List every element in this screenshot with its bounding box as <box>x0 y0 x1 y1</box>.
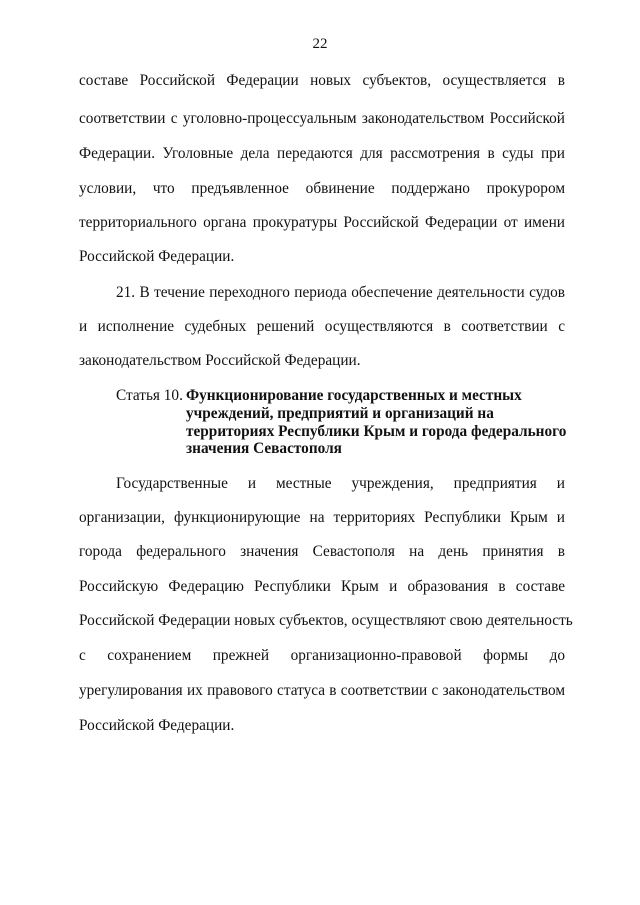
paragraph-line: соответствии с уголовно-процессуальным законодательством Российской <box>79 110 565 127</box>
article-title-line: Функционирование государственных и местных <box>186 387 522 404</box>
paragraph-line: города федерального значения Севастополя на день принятия в <box>79 543 565 560</box>
paragraph-line: организации, функционирующие на территориях Республики Крым и <box>79 509 565 526</box>
article-label: Статья 10. <box>116 387 183 404</box>
paragraph-line: Федерации. Уголовные дела передаются для рассмотрения в суды при <box>79 145 565 162</box>
paragraph-line: Российской Федерации. <box>79 248 235 265</box>
paragraph-line: урегулирования их правового статуса в соответствии с законодательством <box>79 682 565 699</box>
paragraph-line: и исполнение судебных решений осуществляются в соответствии с <box>79 318 565 335</box>
paragraph-line: законодательством Российской Федерации. <box>79 352 361 369</box>
paragraph-line: Российскую Федерацию Республики Крым и образования в составе <box>79 578 565 595</box>
article-title-line: учреждений, предприятий и организаций на <box>186 405 494 422</box>
article-title-line: значения Севастополя <box>186 440 342 457</box>
paragraph-line: территориального органа прокуратуры Российской Федерации от имени <box>79 214 565 231</box>
paragraph-line: с сохранением прежней организационно-правовой формы до <box>79 647 565 664</box>
article-title-line: территориях Республики Крым и города федерального <box>186 423 567 440</box>
page-number: 22 <box>312 36 328 52</box>
paragraph-line: Российской Федерации. <box>79 717 235 734</box>
paragraph-line: 21. В течение переходного периода обеспечение деятельности судов <box>116 284 565 301</box>
paragraph-line: условии, что предъявленное обвинение поддержано прокурором <box>79 180 565 197</box>
paragraph-line: Государственные и местные учреждения, предприятия и <box>116 475 565 492</box>
paragraph-line: составе Российской Федерации новых субъектов, осуществляется в <box>79 72 565 89</box>
paragraph-line: Российской Федерации новых субъектов, осуществляют свою деятельность <box>79 612 573 629</box>
